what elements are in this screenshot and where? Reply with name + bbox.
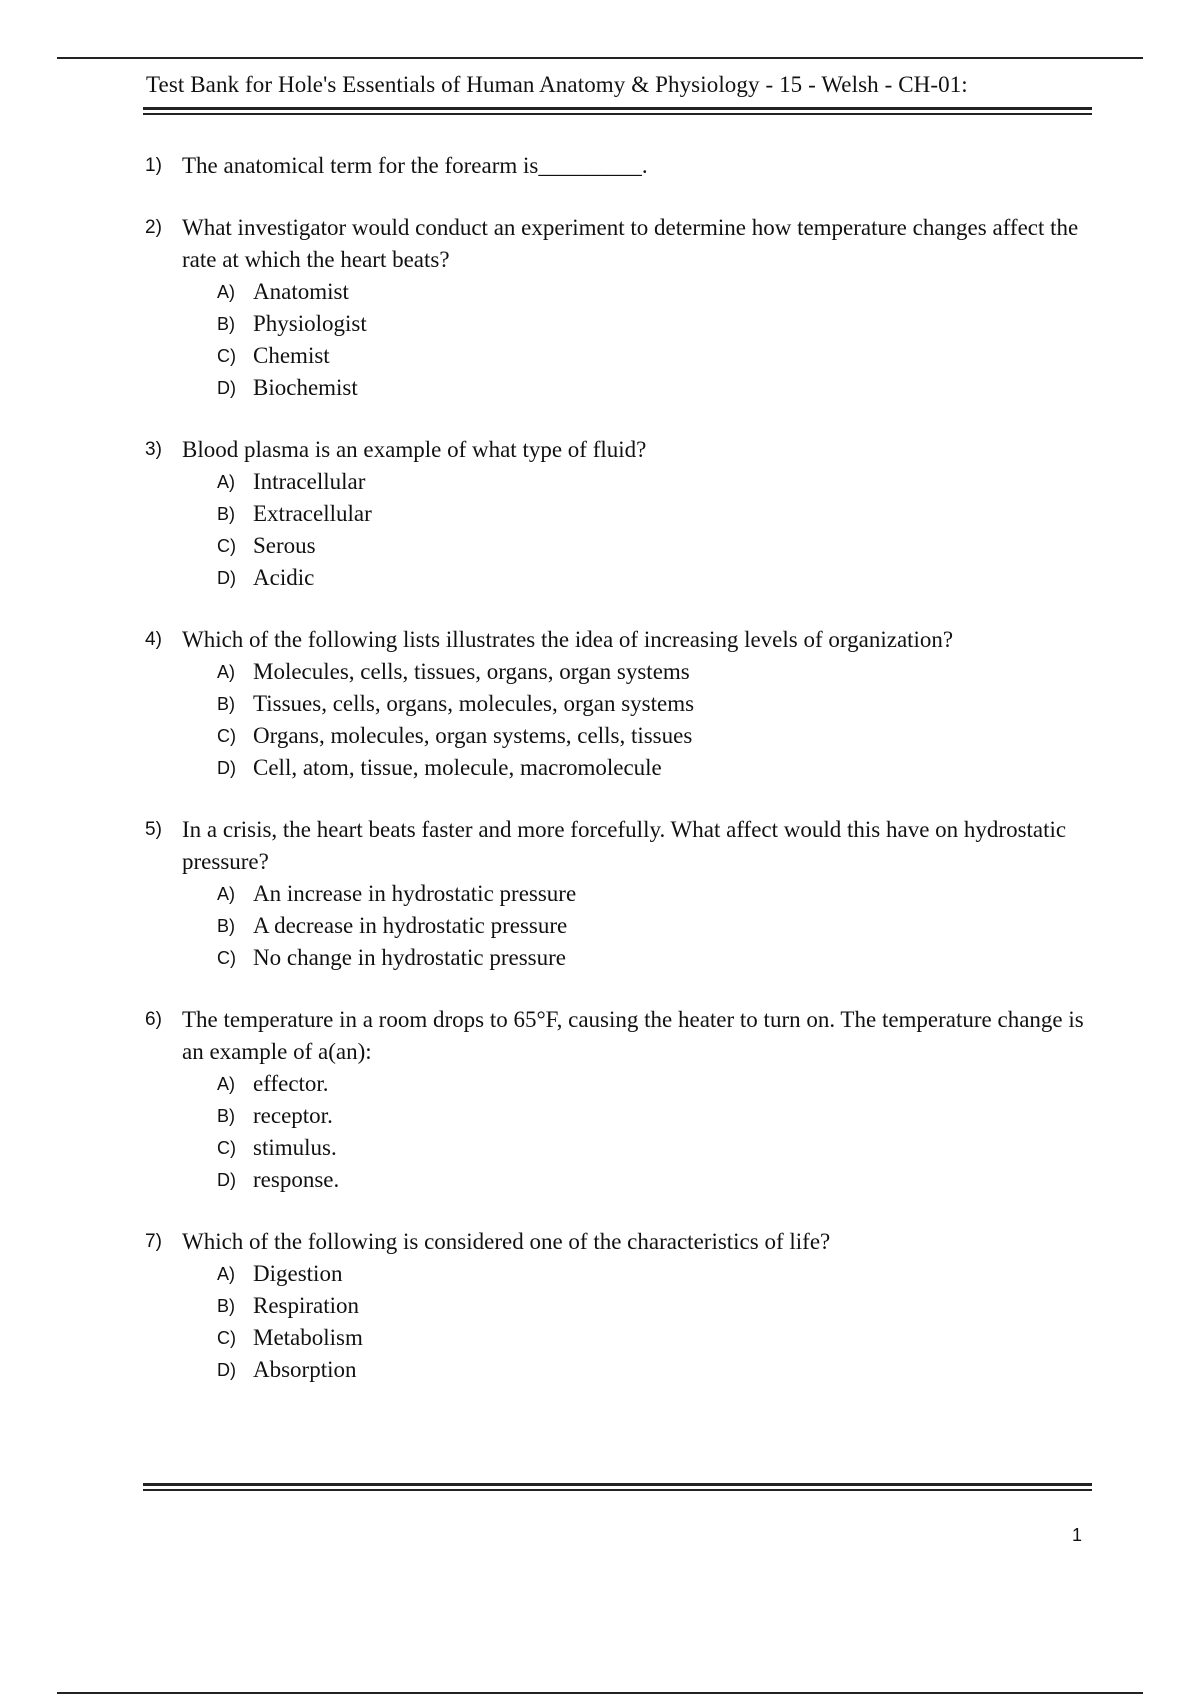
question-number: 3)	[145, 439, 162, 460]
answer-option	[217, 878, 1085, 910]
option-text: Acidic	[253, 565, 315, 590]
answer-option	[217, 656, 1085, 688]
answer-option	[217, 752, 1085, 784]
option-letter: A)	[217, 1264, 235, 1284]
option-text: Biochemist	[253, 375, 358, 400]
question-item	[145, 150, 1085, 182]
answer-options	[145, 1068, 1085, 1196]
option-text: stimulus.	[253, 1135, 337, 1160]
option-text: Molecules, cells, tissues, organs, organ systems	[253, 659, 690, 684]
answer-option	[217, 1068, 1085, 1100]
answer-option	[217, 1132, 1085, 1164]
option-text: Digestion	[253, 1261, 343, 1286]
option-text: receptor.	[253, 1103, 333, 1128]
option-letter: C)	[217, 726, 236, 746]
answer-option	[217, 688, 1085, 720]
option-letter: D)	[217, 378, 236, 398]
option-letter: A)	[217, 472, 235, 492]
answer-options	[145, 656, 1085, 784]
option-text: Metabolism	[253, 1325, 363, 1350]
option-letter: A)	[217, 662, 235, 682]
option-letter: D)	[217, 1360, 236, 1380]
question-list	[145, 150, 1085, 1416]
answer-option	[217, 1164, 1085, 1196]
option-text: Anatomist	[253, 279, 349, 304]
page-top-border	[57, 57, 1143, 59]
option-letter: B)	[217, 1296, 235, 1316]
option-text: Physiologist	[253, 311, 367, 336]
option-text: Intracellular	[253, 469, 366, 494]
option-text: response.	[253, 1167, 340, 1192]
option-letter: C)	[217, 948, 236, 968]
page-header-title: Test Bank for Hole's Essentials of Human Anatomy & Physiology - 15 - Welsh - CH-01:	[146, 72, 968, 97]
page-number: 1	[1071, 1525, 1082, 1545]
option-letter: B)	[217, 694, 235, 714]
answer-option	[217, 530, 1085, 562]
question-row	[145, 150, 1085, 182]
option-letter: A)	[217, 282, 235, 302]
question-item	[145, 1004, 1085, 1196]
header-double-rule	[143, 107, 1092, 115]
question-number: 4)	[145, 629, 162, 650]
option-text: Organs, molecules, organ systems, cells, tissues	[253, 723, 693, 748]
question-number: 7)	[145, 1231, 162, 1252]
option-text: effector.	[253, 1071, 329, 1096]
option-letter: B)	[217, 916, 235, 936]
answer-option	[217, 372, 1085, 404]
question-number: 2)	[145, 217, 162, 238]
option-text: Tissues, cells, organs, molecules, organ systems	[253, 691, 695, 716]
option-letter: D)	[217, 568, 236, 588]
option-letter: D)	[217, 758, 236, 778]
answer-option	[217, 498, 1085, 530]
option-text: A decrease in hydrostatic pressure	[253, 913, 568, 938]
option-text: No change in hydrostatic pressure	[253, 945, 566, 970]
answer-option	[217, 308, 1085, 340]
question-number: 6)	[145, 1009, 162, 1030]
option-letter: C)	[217, 346, 236, 366]
answer-option	[217, 1354, 1085, 1386]
answer-options	[145, 276, 1085, 404]
question-text: Blood plasma is an example of what type of fluid?	[182, 437, 647, 462]
page-bottom-border	[57, 1692, 1143, 1694]
option-text: An increase in hydrostatic pressure	[253, 881, 577, 906]
option-text: Absorption	[253, 1357, 357, 1382]
answer-option	[217, 942, 1085, 974]
option-letter: D)	[217, 1170, 236, 1190]
answer-option	[217, 720, 1085, 752]
option-text: Serous	[253, 533, 316, 558]
answer-option	[217, 562, 1085, 594]
question-text: Which of the following is considered one of the characteristics of life?	[182, 1229, 831, 1254]
question-row	[145, 814, 1085, 878]
option-letter: C)	[217, 536, 236, 556]
question-text: What investigator would conduct an experiment to determine how temperature changes affect the rate at which the heart beats?	[182, 215, 1079, 272]
answer-option	[217, 910, 1085, 942]
answer-option	[217, 1100, 1085, 1132]
option-letter: B)	[217, 314, 235, 334]
option-letter: C)	[217, 1328, 236, 1348]
answer-option	[217, 340, 1085, 372]
question-text: The anatomical term for the forearm is_________.	[182, 153, 648, 178]
question-row	[145, 212, 1085, 276]
option-text: Chemist	[253, 343, 330, 368]
question-number: 1)	[145, 155, 162, 176]
question-item	[145, 434, 1085, 594]
answer-options	[145, 1258, 1085, 1386]
option-text: Cell, atom, tissue, molecule, macromolecule	[253, 755, 662, 780]
option-letter: B)	[217, 504, 235, 524]
answer-options	[145, 878, 1085, 974]
option-text: Extracellular	[253, 501, 372, 526]
option-text: Respiration	[253, 1293, 360, 1318]
question-row	[145, 1004, 1085, 1068]
question-row	[145, 1226, 1085, 1258]
question-item	[145, 814, 1085, 974]
option-letter: C)	[217, 1138, 236, 1158]
question-item	[145, 212, 1085, 404]
answer-option	[217, 466, 1085, 498]
question-item	[145, 624, 1085, 784]
question-text: Which of the following lists illustrates the idea of increasing levels of organization?	[182, 627, 954, 652]
answer-option	[217, 276, 1085, 308]
answer-options	[145, 466, 1085, 594]
question-text: In a crisis, the heart beats faster and more forcefully. What affect would this have on hydrostatic pressure?	[182, 817, 1067, 874]
answer-option	[217, 1322, 1085, 1354]
option-letter: B)	[217, 1106, 235, 1126]
footer-double-rule	[143, 1483, 1092, 1491]
answer-option	[217, 1290, 1085, 1322]
question-text: The temperature in a room drops to 65°F, causing the heater to turn on. The temperature change is an example of a(an):	[182, 1007, 1084, 1064]
question-row	[145, 434, 1085, 466]
question-item	[145, 1226, 1085, 1386]
option-letter: A)	[217, 1074, 235, 1094]
option-letter: A)	[217, 884, 235, 904]
question-number: 5)	[145, 819, 162, 840]
answer-option	[217, 1258, 1085, 1290]
question-row	[145, 624, 1085, 656]
